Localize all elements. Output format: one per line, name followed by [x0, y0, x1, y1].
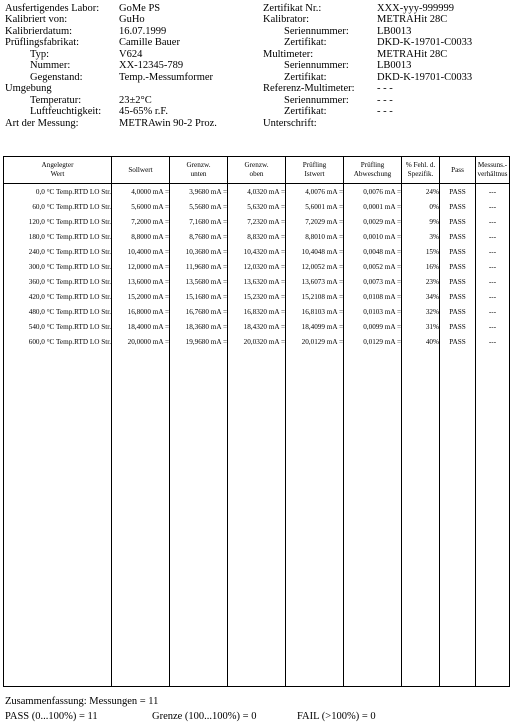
table-cell: --- — [476, 335, 510, 350]
table-cell: 0,0076 mA = — [344, 184, 402, 200]
column-header-line: verhältnus — [477, 170, 508, 178]
empty-cell — [286, 350, 344, 686]
column-header-line: % Fehl. d. — [405, 161, 436, 169]
table-cell: 18,4320 mA = — [228, 320, 286, 335]
empty-cell — [4, 350, 112, 686]
table-row — [4, 275, 510, 290]
empty-cell — [344, 350, 402, 686]
table-body — [4, 184, 510, 687]
field-label: Referenz-Multimeter: — [263, 83, 355, 95]
table-cell: 8,8010 mA = — [286, 229, 344, 244]
field-value: 16.07.1999 — [119, 25, 167, 37]
table-row — [4, 229, 510, 244]
column-header-line: Abweschung — [353, 170, 392, 178]
table-cell: 420,0 °C Temp.RTD LO Str. — [4, 290, 112, 305]
table-cell: 3% — [402, 229, 440, 244]
field-value: - - - — [377, 83, 393, 95]
table-cell: 0,0073 mA = — [344, 275, 402, 290]
field-label: Seriennummer: — [284, 25, 349, 37]
table-cell: PASS — [440, 290, 476, 305]
column-header-line: Prüfling — [302, 161, 327, 169]
column-header — [112, 157, 170, 184]
empty-cell — [402, 350, 440, 686]
field-value: 45-65% r.F. — [119, 106, 169, 118]
field-label: Zertifikat: — [284, 106, 327, 118]
table-cell: 12,0000 mA = — [112, 259, 170, 274]
table-cell: PASS — [440, 199, 476, 214]
column-header — [228, 157, 286, 184]
table-cell: PASS — [440, 229, 476, 244]
table-cell: 7,2320 mA = — [228, 214, 286, 229]
table-cell: PASS — [440, 214, 476, 229]
table-cell: 480,0 °C Temp.RTD LO Str. — [4, 305, 112, 320]
field-value: LB0013 — [377, 25, 412, 37]
empty-cell — [228, 350, 286, 686]
table-cell: --- — [476, 305, 510, 320]
table-cell: 10,4048 mA = — [286, 244, 344, 259]
table-cell: 13,5680 mA = — [170, 275, 228, 290]
table-cell: --- — [476, 229, 510, 244]
column-header-line: oben — [249, 170, 264, 178]
table-cell: 23% — [402, 275, 440, 290]
table-row — [4, 320, 510, 335]
field-value: GoMe PS — [119, 3, 161, 14]
column-header-line: unten — [190, 170, 207, 178]
field-label: Art der Messung: — [5, 117, 79, 129]
table-cell: 16,7680 mA = — [170, 305, 228, 320]
table-cell: --- — [476, 199, 510, 214]
table-cell: 4,0320 mA = — [228, 184, 286, 200]
table-cell: 31% — [402, 320, 440, 335]
column-header — [476, 157, 510, 184]
field-label: Kalibrator: — [263, 14, 310, 26]
table-cell: 8,7680 mA = — [170, 229, 228, 244]
column-header — [402, 157, 440, 184]
field-value: DKD-K-19701-C0033 — [377, 71, 473, 83]
summary-grenze: Grenze (100...100%) = 0 — [152, 711, 257, 722]
column-header-line: Messuns.- — [477, 161, 508, 169]
column-header-line: Grenzw. — [244, 161, 269, 169]
table-cell: 120,0 °C Temp.RTD LO Str. — [4, 214, 112, 229]
table-cell: --- — [476, 275, 510, 290]
table-cell: 0,0 °C Temp.RTD LO Str. — [4, 184, 112, 200]
table-cell: 18,3680 mA = — [170, 320, 228, 335]
table-cell: PASS — [440, 184, 476, 200]
table-cell: 11,9680 mA = — [170, 259, 228, 274]
table-cell: 24% — [402, 184, 440, 200]
table-cell: 60,0 °C Temp.RTD LO Str. — [4, 199, 112, 214]
field-value: LB0013 — [377, 60, 412, 72]
field-label: Temperatur: — [30, 94, 82, 106]
field-value: 23±2°C — [119, 94, 152, 106]
empty-cell — [170, 350, 228, 686]
table-cell: 0,0052 mA = — [344, 259, 402, 274]
table-header-row — [4, 157, 510, 184]
empty-cell — [440, 350, 476, 686]
table-row — [4, 259, 510, 274]
field-label: Luftfeuchtigkeit: — [30, 106, 102, 118]
table-cell: 5,6000 mA = — [112, 199, 170, 214]
table-cell: PASS — [440, 275, 476, 290]
table-cell: --- — [476, 290, 510, 305]
field-value: Camille Bauer — [119, 37, 180, 49]
table-cell: 20,0129 mA = — [286, 335, 344, 350]
table-cell: 10,4320 mA = — [228, 244, 286, 259]
table-cell: 18,4099 mA = — [286, 320, 344, 335]
column-header-line: Spezifik. — [407, 170, 434, 178]
field-label: Typ: — [30, 48, 50, 60]
table-cell: 15,2108 mA = — [286, 290, 344, 305]
table-cell: 5,5680 mA = — [170, 199, 228, 214]
table-cell: 0,0103 mA = — [344, 305, 402, 320]
table-cell: 7,1680 mA = — [170, 214, 228, 229]
table-cell: 10,4000 mA = — [112, 244, 170, 259]
table-cell: 0,0099 mA = — [344, 320, 402, 335]
table-cell: 7,2000 mA = — [112, 214, 170, 229]
empty-cell — [476, 350, 510, 686]
table-cell: 16,8103 mA = — [286, 305, 344, 320]
field-label: Unterschrift: — [263, 117, 317, 129]
field-value: - - - — [377, 106, 393, 118]
table-cell: 360,0 °C Temp.RTD LO Str. — [4, 275, 112, 290]
table-cell: 540,0 °C Temp.RTD LO Str. — [4, 320, 112, 335]
table-cell: PASS — [440, 335, 476, 350]
table-cell: 15,2320 mA = — [228, 290, 286, 305]
table-cell: 0% — [402, 199, 440, 214]
field-value: METRAHit 28C — [377, 14, 448, 26]
table-cell: 40% — [402, 335, 440, 350]
column-header — [344, 157, 402, 184]
table-cell: 0,0029 mA = — [344, 214, 402, 229]
measurement-table — [3, 156, 510, 687]
table-row — [4, 335, 510, 350]
table-cell: 5,6320 mA = — [228, 199, 286, 214]
table-cell: 12,0320 mA = — [228, 259, 286, 274]
field-label: Multimeter: — [263, 48, 314, 60]
table-cell: 13,6000 mA = — [112, 275, 170, 290]
summary-title: Zusammenfassung: Messungen = 11 — [5, 696, 159, 707]
column-header — [286, 157, 344, 184]
table-cell: 15,2000 mA = — [112, 290, 170, 305]
column-header-line: Pass — [451, 165, 464, 174]
field-label: Gegenstand: — [30, 71, 83, 83]
field-value: V624 — [119, 48, 143, 60]
table-cell: 0,0108 mA = — [344, 290, 402, 305]
table-cell: 16,8320 mA = — [228, 305, 286, 320]
table-cell: PASS — [440, 305, 476, 320]
field-label: Kalibriert von: — [5, 14, 68, 26]
field-label: Zertifikat: — [284, 37, 327, 49]
field-value: METRAwin 90-2 Proz. — [119, 117, 217, 129]
table-cell: 4,0076 mA = — [286, 184, 344, 200]
field-label: Prüflingsfabrikat: — [5, 37, 80, 49]
table-cell: 0,0010 mA = — [344, 229, 402, 244]
column-header-line: Angelegter — [41, 161, 74, 169]
field-value: METRAHit 28C — [377, 48, 448, 60]
table-cell: PASS — [440, 259, 476, 274]
table-cell: 16,8000 mA = — [112, 305, 170, 320]
table-cell: 8,8320 mA = — [228, 229, 286, 244]
field-label: Nummer: — [30, 60, 71, 72]
table-cell: PASS — [440, 244, 476, 259]
field-label: Kalibrierdatum: — [5, 25, 73, 37]
table-cell: 12,0052 mA = — [286, 259, 344, 274]
column-header-line: Sollwert — [128, 165, 153, 174]
table-cell: 32% — [402, 305, 440, 320]
column-header-line: Prüfling — [360, 161, 385, 169]
summary-fail: FAIL (>100%) = 0 — [297, 711, 376, 722]
table-cell: --- — [476, 214, 510, 229]
table-cell: 7,2029 mA = — [286, 214, 344, 229]
table-cell: 4,0000 mA = — [112, 184, 170, 200]
table-cell: 15% — [402, 244, 440, 259]
field-value: - - - — [377, 94, 393, 106]
field-label: Seriennummer: — [284, 60, 349, 72]
table-cell: --- — [476, 259, 510, 274]
table-cell: 300,0 °C Temp.RTD LO Str. — [4, 259, 112, 274]
table-cell: 0,0048 mA = — [344, 244, 402, 259]
field-value: XXX-yyy-999999 — [377, 3, 454, 14]
field-label: Seriennummer: — [284, 94, 349, 106]
table-row — [4, 305, 510, 320]
column-header — [170, 157, 228, 184]
table-cell: 10,3680 mA = — [170, 244, 228, 259]
table-row — [4, 244, 510, 259]
table-cell: 0,0001 mA = — [344, 199, 402, 214]
table-cell: 5,6001 mA = — [286, 199, 344, 214]
table-empty-area — [4, 350, 510, 686]
field-label: Umgebung — [5, 83, 52, 95]
summary-pass: PASS (0...100%) = 11 — [5, 711, 98, 722]
column-header-line: Grenzw. — [186, 161, 211, 169]
column-header — [440, 157, 476, 184]
table-cell: 9% — [402, 214, 440, 229]
table-cell: --- — [476, 184, 510, 200]
table-cell: PASS — [440, 320, 476, 335]
table-cell: 16% — [402, 259, 440, 274]
table-cell: 0,0129 mA = — [344, 335, 402, 350]
field-value: Temp.-Messumformer — [119, 71, 214, 83]
field-label: Zertifikat: — [284, 71, 327, 83]
table-cell: 15,1680 mA = — [170, 290, 228, 305]
table-row — [4, 199, 510, 214]
table-cell: 20,0320 mA = — [228, 335, 286, 350]
column-header-line: Istwert — [304, 170, 325, 178]
table-cell: 13,6073 mA = — [286, 275, 344, 290]
table-cell: 13,6320 mA = — [228, 275, 286, 290]
column-header — [4, 157, 112, 184]
table-cell: 18,4000 mA = — [112, 320, 170, 335]
table-cell: 3,9680 mA = — [170, 184, 228, 200]
field-value: GuHo — [119, 14, 145, 26]
table-cell: 180,0 °C Temp.RTD LO Str. — [4, 229, 112, 244]
table-cell: 19,9680 mA = — [170, 335, 228, 350]
field-label: Ausfertigendes Labor: — [5, 3, 100, 14]
field-label: Zertifikat Nr.: — [263, 3, 322, 14]
table-cell: 34% — [402, 290, 440, 305]
table-cell: --- — [476, 244, 510, 259]
table-row — [4, 290, 510, 305]
empty-cell — [112, 350, 170, 686]
table-row — [4, 184, 510, 200]
table-cell: --- — [476, 320, 510, 335]
table-row — [4, 214, 510, 229]
table-cell: 20,0000 mA = — [112, 335, 170, 350]
table-cell: 240,0 °C Temp.RTD LO Str. — [4, 244, 112, 259]
field-value: XX-12345-789 — [119, 60, 184, 72]
field-value: DKD-K-19701-C0033 — [377, 37, 473, 49]
column-header-line: Wert — [50, 170, 65, 178]
table-cell: 600,0 °C Temp.RTD LO Str. — [4, 335, 112, 350]
table-cell: 8,8000 mA = — [112, 229, 170, 244]
